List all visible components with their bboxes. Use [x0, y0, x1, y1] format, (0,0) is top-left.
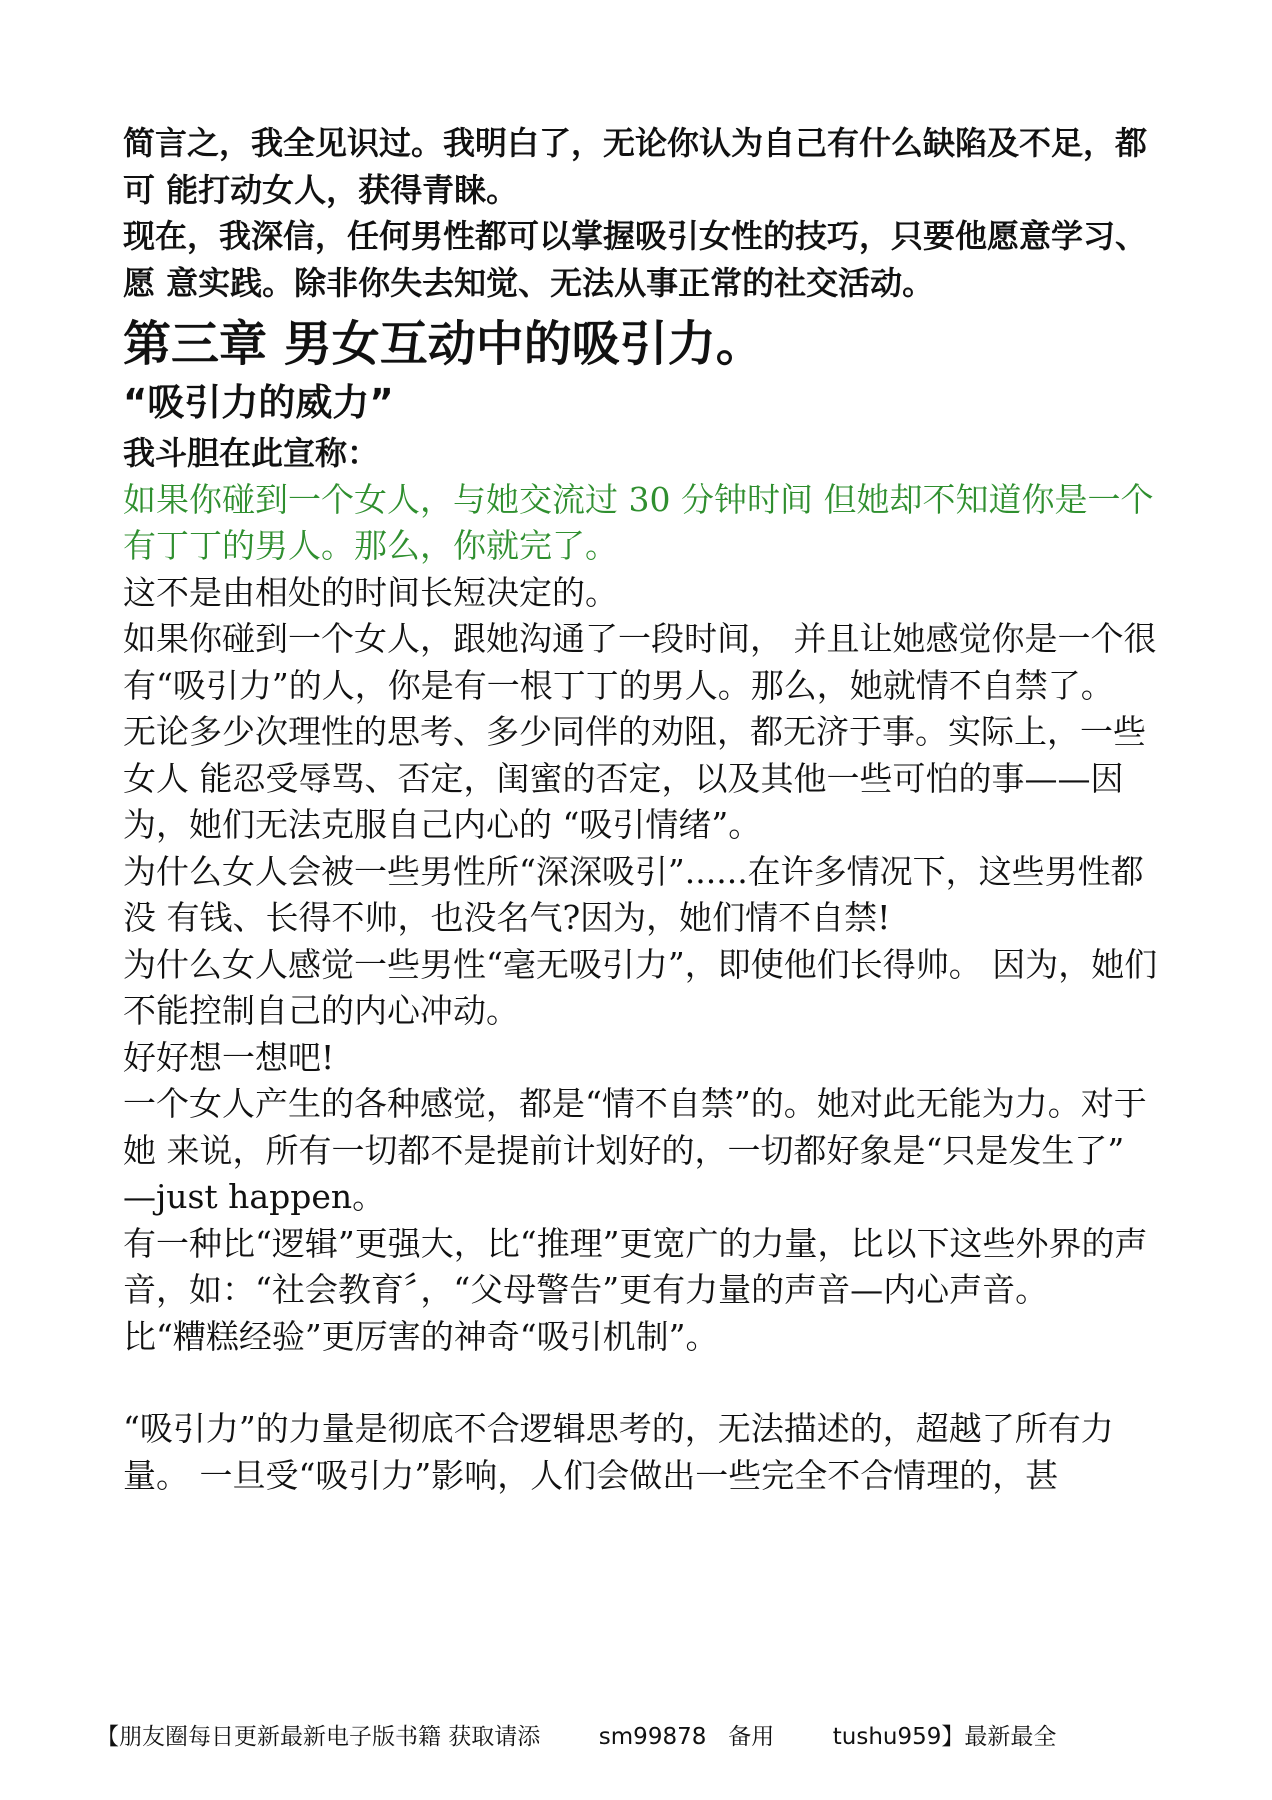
- lead-in: 我斗胆在此宣称：: [123, 434, 380, 472]
- body-paragraph: 好好想一想吧!: [123, 1037, 335, 1077]
- intro-paragraph-1: 简言之，我全见识过。我明白了，无论你认为自己有什么缺陷及不足，都可 能打动女人，获得青睐。: [123, 124, 1148, 209]
- body-paragraph: 一个女人产生的各种感觉，都是“情不自禁”的。她对此无能为力。对于她 来说，所有一切都不是提前计划好的，一切都好象是“只是发生了” —just happen。: [123, 1084, 1147, 1216]
- body-paragraph: 为什么女人会被一些男性所“深深吸引”......在许多情况下，这些男性都没 有钱、长得不帅，也没名气?因为，她们情不自禁!: [123, 851, 1144, 937]
- body-paragraph: 这不是由相处的时间长短决定的。: [123, 572, 618, 612]
- body-paragraph: 如果你碰到一个女人，跟她沟通了一段时间， 并且让她感觉你是一个很有“吸引力”的人，你是有一根丁丁的男人。那么，她就情不自禁了。: [123, 619, 1157, 705]
- intro-paragraph-2: 现在，我深信，任何男性都可以掌握吸引女性的技巧，只要他愿意学习、愿 意实践。除非你失去知觉、无法从事正常的社交活动。: [123, 217, 1148, 302]
- body-paragraph: 为什么女人感觉一些男性“毫无吸引力”，即使他们长得帅。 因为，她们不能控制自己的内心冲动。: [123, 944, 1158, 1030]
- document-page: [123, 120, 1163, 1499]
- body-paragraph: 比“糟糕经验”更厉害的神奇“吸引机制”。: [123, 1316, 719, 1356]
- chapter-title: 第三章 男女互动中的吸引力。: [123, 316, 764, 372]
- closing-paragraph: “吸引力”的力量是彻底不合逻辑思考的，无法描述的，超越了所有力量。 一旦受“吸引力”影响，人们会做出一些完全不合情理的，甚: [123, 1409, 1114, 1495]
- footer-banner: 【朋友圈每日更新最新电子版书籍 获取请添 sm99878 备用 tushu959】最新最全: [96, 1724, 1057, 1750]
- section-title: “吸引力的威力”: [123, 381, 394, 424]
- body-paragraph: 无论多少次理性的思考、多少同伴的劝阻，都无济于事。实际上，一些女人 能忍受辱骂、否定，闺蜜的否定，以及其他一些可怕的事——因为，她们无法克服自己内心的 “吸引情绪”。: [123, 712, 1146, 844]
- paragraph-gap: [123, 1360, 1163, 1406]
- highlighted-claim: 如果你碰到一个女人，与她交流过 30 分钟时间 但她却不知道你是一个有丁丁的男人。那么，你就完了。: [123, 479, 1154, 565]
- body-paragraph: 有一种比“逻辑”更强大，比“推理”更宽广的力量，比以下这些外界的声音，如：“社会教育〞，“父母警告”更有力量的声音—内心声音。: [123, 1223, 1148, 1309]
